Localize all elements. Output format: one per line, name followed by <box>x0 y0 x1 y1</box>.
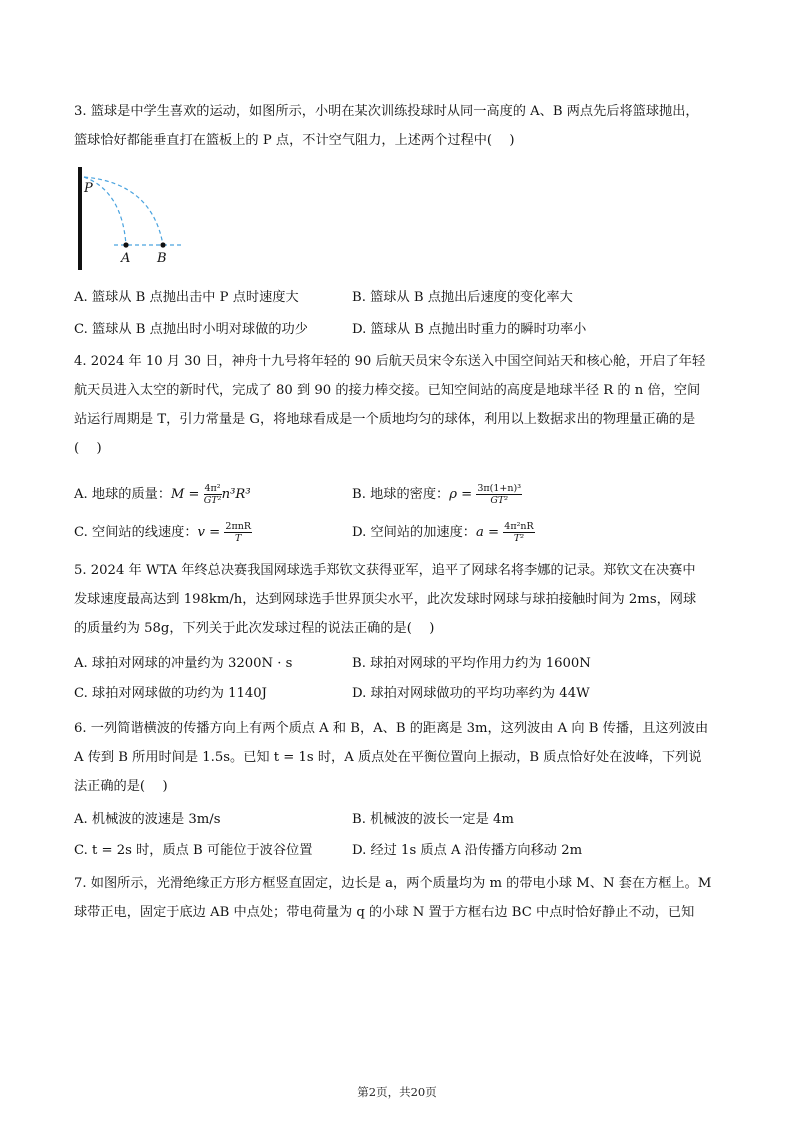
q4-option-d-denominator: T² <box>513 533 525 544</box>
question-3-line-2: 篮球恰好都能垂直打在篮板上的 P 点，不计空气阻力，上述两个过程中( ) <box>74 133 515 148</box>
q4-option-d-label: D. 空间站的加速度： <box>352 525 476 540</box>
q6-option-b: B. 机械波的波长一定是 4m <box>352 812 514 827</box>
question-5-line-1: 5. 2024 年 WTA 年终总决赛我国网球选手郑钦文获得亚军，追平了网球名将李娜的记录。郑钦文在决赛中 <box>74 563 696 578</box>
question-4-line-4: ( ) <box>74 441 102 456</box>
question-6-line-2: A 传到 B 所用时间是 1.5s。已知 t = 1s 时，A 质点处在平衡位置向上振动，B 质点恰好处在波峰，下列说 <box>74 750 702 765</box>
q4-option-c-denominator: T <box>235 533 242 544</box>
q5-option-b: B. 球拍对网球的平均作用力约为 1600N <box>352 656 591 671</box>
question-5-stem <box>74 556 722 643</box>
q4-option-d-fraction <box>503 521 534 544</box>
trajectory-b <box>84 177 163 245</box>
q3-option-d: D. 篮球从 B 点抛出时重力的瞬时功率小 <box>352 322 587 337</box>
question-6-line-3: 法正确的是( ) <box>74 779 168 794</box>
label-a: A <box>121 251 131 266</box>
q4-option-c-label: C. 空间站的线速度： <box>74 525 198 540</box>
q4-option-a-label: A. 地球的质量： <box>74 487 172 502</box>
q3-option-c: C. 篮球从 B 点抛出时小明对球做的功少 <box>74 322 308 337</box>
q4-option-b-numerator: 3π(1+n)³ <box>477 483 522 494</box>
q3-option-a: A. 篮球从 B 点抛出击中 P 点时速度大 <box>74 290 299 305</box>
q4-option-b-label: B. 地球的密度： <box>352 487 450 502</box>
question-4-line-2: 航天员进入太空的新时代，完成了 80 到 90 的接力棒交接。已知空间站的高度是地球半径 R 的 n 倍，空间 <box>74 383 701 398</box>
q4-option-d-numerator: 4π²nR <box>504 521 534 532</box>
q4-option-b-denominator: GT² <box>490 495 509 506</box>
question-7-line-2: 球带正电，固定于底边 AB 中点处；带电荷量为 q 的小球 N 置于方框右边 BC 中点时恰好静止不动，已知 <box>74 905 695 920</box>
q4-option-d <box>352 521 535 544</box>
question-5-line-3: 的质量约为 58g，下列关于此次发球过程的说法正确的是( ) <box>74 621 435 636</box>
point-a <box>123 242 128 247</box>
q6-option-c: C. t = 2s 时，质点 B 可能位于波谷位置 <box>74 843 313 858</box>
q4-option-c-fraction <box>224 521 252 544</box>
q4-option-a-tail: n³R³ <box>221 487 251 502</box>
q6-option-d: D. 经过 1s 质点 A 沿传播方向移动 2m <box>352 843 583 858</box>
question-7-stem <box>74 869 722 927</box>
q4-option-a-denominator: GT² <box>203 495 222 506</box>
page-footer: 第2页，共20页 <box>357 1085 437 1099</box>
label-b: B <box>157 251 167 266</box>
q4-option-a-fraction <box>204 483 222 506</box>
q6-option-a: A. 机械波的波速是 3m/s <box>74 812 221 827</box>
question-5-line-2: 发球速度最高达到 198km/h，达到网球选手世界顶尖水平，此次发球时网球与球拍接触时间为 2ms，网球 <box>74 592 697 607</box>
label-p: P <box>84 181 93 196</box>
q4-option-a <box>74 483 251 506</box>
question-6-stem <box>74 714 722 801</box>
question-4-stem <box>74 347 722 463</box>
q5-option-c: C. 球拍对网球做的功约为 1140J <box>74 686 267 701</box>
q3-option-b: B. 篮球从 B 点抛出后速度的变化率大 <box>352 290 573 305</box>
question-3-figure <box>74 165 194 275</box>
q4-option-b-fraction <box>476 483 522 506</box>
q4-option-a-numerator: 4π² <box>204 483 221 494</box>
question-4-line-3: 站运行周期是 T，引力常量是 G，将地球看成是一个质地均匀的球体，利用以上数据求出的物理量正确的是 <box>74 412 696 427</box>
q4-option-b <box>352 483 522 506</box>
question-6-line-1: 6. 一列简谐横波的传播方向上有两个质点 A 和 B，A、B 的距离是 3m，这列波由 A 向 B 传播，且这列波由 <box>74 721 709 736</box>
q4-option-c-lhs: v = <box>197 525 225 540</box>
q5-option-d: D. 球拍对网球做功的平均功率约为 44W <box>352 686 590 701</box>
q4-option-b-lhs: ρ = <box>449 487 477 502</box>
point-b <box>160 242 165 247</box>
q4-option-c-numerator: 2πnR <box>225 521 251 532</box>
question-3-line-1: 3. 篮球是中学生喜欢的运动，如图所示，小明在某次训练投球时从同一高度的 A、B 两点先后将篮球抛出， <box>74 104 699 119</box>
question-3-stem <box>74 97 722 155</box>
q5-option-a: A. 球拍对网球的冲量约为 3200N · s <box>74 656 293 671</box>
q4-option-a-lhs: M = <box>171 487 204 502</box>
question-4-line-1: 4. 2024 年 10 月 30 日，神舟十九号将年轻的 90 后航天员宋令东送入中国空间站天和核心舱，开启了年轻 <box>74 354 706 369</box>
question-7-line-1: 7. 如图所示，光滑绝缘正方形方框竖直固定，边长是 a，两个质量均为 m 的带电小球 M、N 套在方框上。M <box>74 876 712 891</box>
q4-option-d-lhs: a = <box>476 525 504 540</box>
q4-option-c <box>74 521 252 544</box>
